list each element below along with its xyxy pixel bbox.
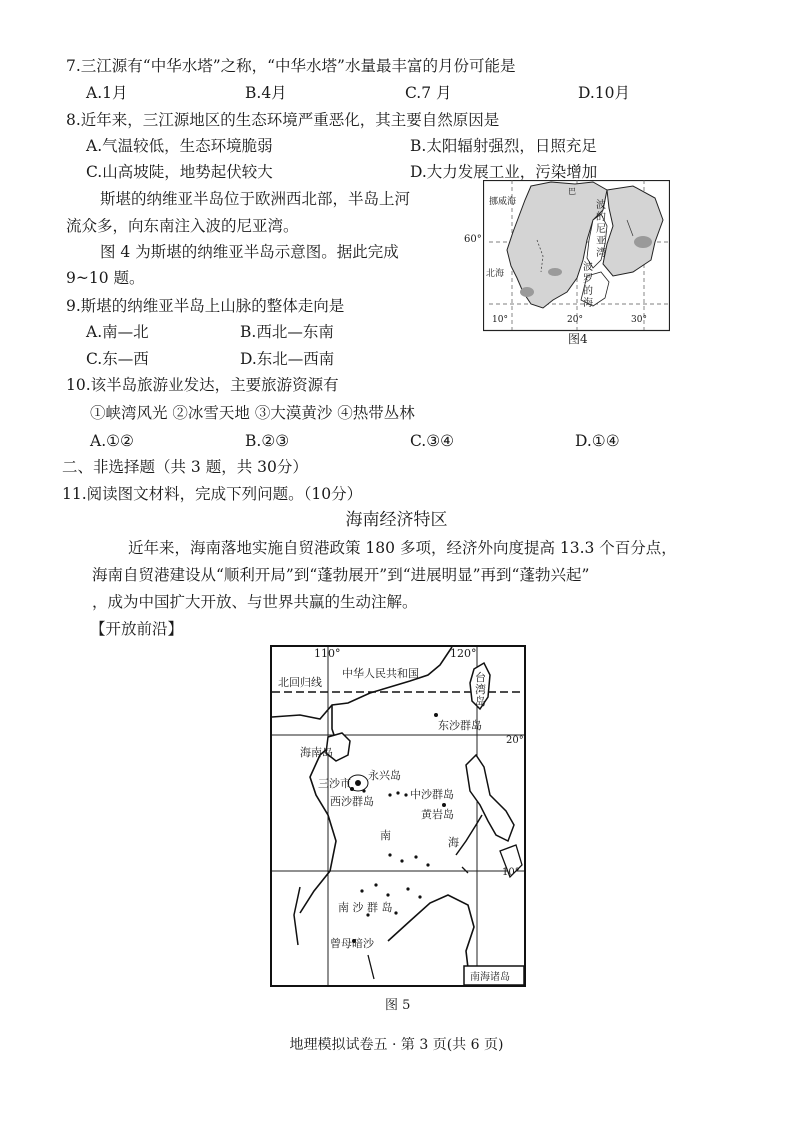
fig4-gulf-char-3: 尼 xyxy=(596,224,606,235)
fig4-arctic-char: 巴 xyxy=(568,187,576,196)
fig4-sea-southwest: 北海 xyxy=(486,269,505,279)
fig5-lon-120: 120° xyxy=(450,647,477,660)
q9-option-d: D.东北—西南 xyxy=(240,350,335,368)
zhongsha-label: 中沙群岛 xyxy=(410,788,454,801)
q8-option-b: B.太阳辐射强烈，日照充足 xyxy=(410,137,597,155)
intro-line-4: 9~10 题。 xyxy=(66,269,145,287)
fig4-lon-20: 20° xyxy=(567,315,583,325)
taiwan-char-2: 湾 xyxy=(475,683,486,696)
fig5-lat-10: 10° xyxy=(502,867,520,878)
intro-line-2: 流众多，向东南注入波的尼亚湾。 xyxy=(66,217,299,235)
fig4-baltic-char-1: 波 xyxy=(583,262,593,273)
yongxing-label: 永兴岛 xyxy=(368,769,401,782)
q8-option-a: A.气温较低，生态环境脆弱 xyxy=(86,137,273,155)
q9-option-b: B.西北—东南 xyxy=(240,323,334,341)
fig5-caption: 图 5 xyxy=(385,998,411,1013)
country-label: 中华人民共和国 xyxy=(342,667,419,680)
fig4-baltic-char-4: 海 xyxy=(583,298,593,309)
q11-stem: 11.阅读图文材料，完成下列问题。（10分） xyxy=(62,485,363,503)
fig4-baltic-char-2: 罗 xyxy=(583,274,593,285)
scandinavia-map xyxy=(483,180,670,332)
xisha-label: 西沙群岛 xyxy=(330,795,374,808)
q9-option-c: C.东—西 xyxy=(86,350,149,368)
fig5-lon-110: 110° xyxy=(314,647,341,660)
fig4-gulf-char-2: 的 xyxy=(596,212,606,223)
q7-option-b: B.4月 xyxy=(245,84,287,102)
inset-label: 南海诸岛 xyxy=(470,972,510,983)
q11-frontier-label: 【开放前沿】 xyxy=(90,620,184,638)
dongsha-label: 东沙群岛 xyxy=(438,719,482,732)
q11-para-3: ，成为中国扩大开放、与世界共赢的生动注解。 xyxy=(92,593,418,611)
q11-para-2: 海南自贸港建设从“顺利开局”到“蓬勃展开”到“进展明显”再到“蓬勃兴起” xyxy=(92,566,590,584)
fig4-gulf-char-1: 波 xyxy=(596,200,606,211)
q10-option-a: A.①② xyxy=(90,432,134,450)
q9-option-a: A.南—北 xyxy=(86,323,149,341)
fig4-lat-60: 60° xyxy=(464,234,482,245)
huangyan-label: 黄岩岛 xyxy=(421,808,454,821)
zengmu-label: 曾母暗沙 xyxy=(330,937,374,950)
q11-para-1: 近年来，海南落地实施自贸港政策 180 多项，经济外向度提高 13.3 个百分点， xyxy=(128,539,677,557)
q7-option-a: A.1月 xyxy=(86,84,128,102)
fig4-sea-west: 挪威海 xyxy=(489,197,517,207)
q8-option-d: D.大力发展工业，污染增加 xyxy=(410,163,598,181)
intro-line-1: 斯堪的纳维亚半岛位于欧洲西北部，半岛上河 xyxy=(100,190,411,208)
fig5-lat-20: 20° xyxy=(506,735,524,746)
lake-ladoga xyxy=(634,236,652,248)
intro-line-3: 图 4 为斯堪的纳维亚半岛示意图。据此完成 xyxy=(100,243,399,261)
taiwan-char-3: 岛 xyxy=(475,695,486,708)
fig4-lon-30: 30° xyxy=(631,315,647,325)
sansha-label: 三沙市 xyxy=(318,777,351,790)
tropic-label: 北回归线 xyxy=(278,676,322,689)
q10-option-b: B.②③ xyxy=(245,432,290,450)
q10-option-d: D.①④ xyxy=(575,432,620,450)
q10-stem: 10.该半岛旅游业发达，主要旅游资源有 xyxy=(66,376,339,394)
fig4-baltic-char-3: 的 xyxy=(583,286,593,297)
q7-option-d: D.10月 xyxy=(578,84,631,102)
fig4-gulf-char-4: 亚 xyxy=(596,236,606,247)
page-footer: 地理模拟试卷五 · 第 3 页(共 6 页) xyxy=(289,1037,504,1053)
hainan-label: 海南岛 xyxy=(300,746,333,759)
fig4-gulf-char-5: 湾 xyxy=(596,248,606,259)
sea-char: 海 xyxy=(448,836,459,849)
jutland-shade xyxy=(520,287,534,297)
section-heading: 二、非选择题（共 3 题，共 30分） xyxy=(62,458,308,476)
q8-option-c: C.山高坡陡，地势起伏较大 xyxy=(86,163,273,181)
south-char: 南 xyxy=(380,829,391,842)
q10-items: ①峡湾风光 ②冰雪天地 ③大漠黄沙 ④热带丛林 xyxy=(90,404,415,422)
south-china-sea-map xyxy=(270,645,526,987)
fig4-lon-10: 10° xyxy=(492,315,508,325)
nansha-label: 南 沙 群 岛 xyxy=(338,901,393,914)
q10-option-c: C.③④ xyxy=(410,432,455,450)
q7-stem: 7.三江源有“中华水塔”之称，“中华水塔”水量最丰富的月份可能是 xyxy=(66,57,516,75)
fig4-caption: 图4 xyxy=(568,332,588,346)
lake-vanern xyxy=(548,268,562,276)
q7-option-c: C.7 月 xyxy=(405,84,452,102)
q9-stem: 9.斯堪的纳维亚半岛上山脉的整体走向是 xyxy=(66,297,345,315)
q8-stem: 8.近年来，三江源地区的生态环境严重恶化，其主要自然原因是 xyxy=(66,111,500,129)
q11-title: 海南经济特区 xyxy=(345,510,448,530)
taiwan-char-1: 台 xyxy=(475,671,486,684)
